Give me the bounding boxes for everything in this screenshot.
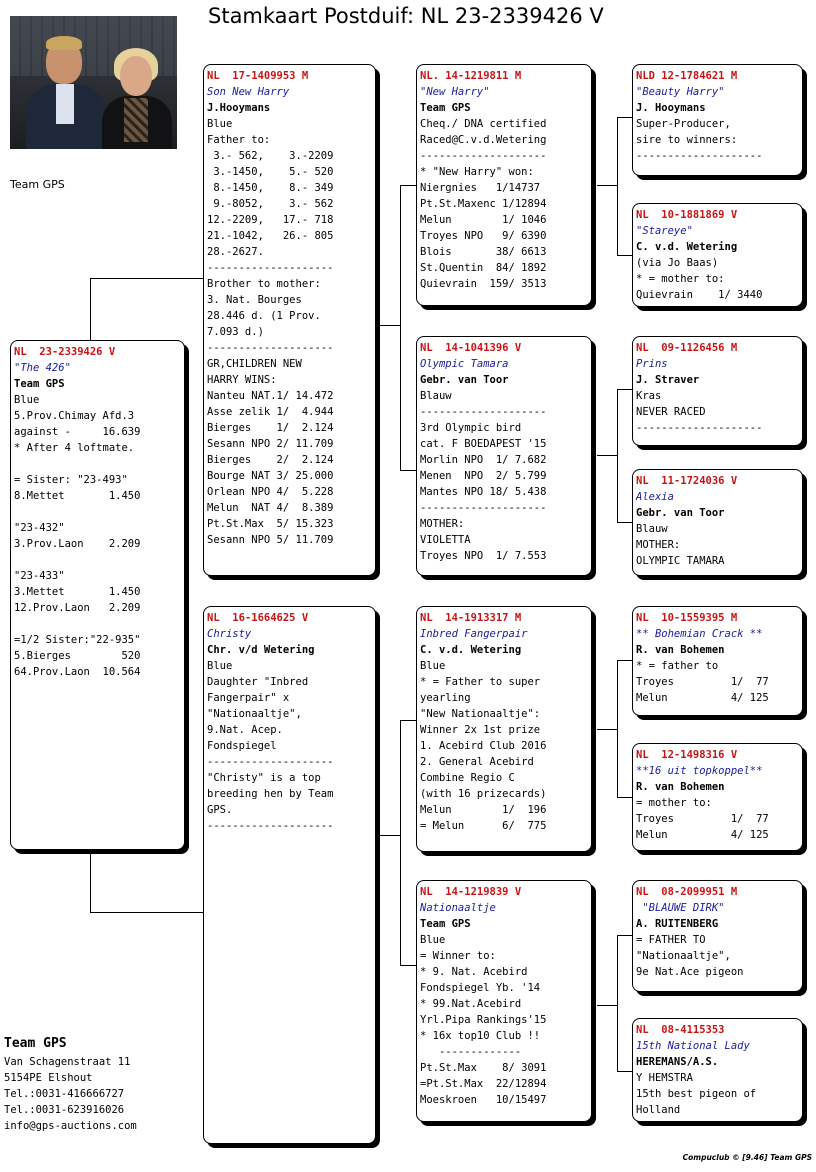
card-line: Pt.St.Maxenc 1/12894 [420,198,547,210]
card-line: (with 16 prizecards) [420,788,547,800]
breeder-name: J. Straver [636,374,700,386]
pedigree-card-father-mother[interactable] [416,336,592,576]
ring-number: NL 08-4115353 [636,1024,725,1036]
pedigree-card-mff[interactable] [632,606,803,716]
pigeon-name: "The 426" [14,362,71,374]
card-line: MOTHER: [420,518,465,530]
card-line: 9.Nat. Acep. [207,724,283,736]
pedigree-card-fmf[interactable] [632,336,803,446]
ring-number: NL 23-2339426 V [14,346,116,358]
card-line: -------------------- [420,502,547,514]
ring-number: NL 10-1881869 V [636,209,738,221]
ring-number: NL 12-1498316 V [636,749,738,761]
pedigree-card-mother-father[interactable] [416,606,592,852]
card-line: * = Father to super [420,676,541,688]
card-line: Fondspiegel [207,740,277,752]
address-line: Tel.:0031-623916026 [4,1104,125,1116]
card-line: Holland [636,1104,681,1116]
card-line: = Sister: "23-493" [14,474,128,486]
connector-line [617,660,633,661]
card-line: yearling [420,692,471,704]
ring-number: NL. 14-1219811 M [420,70,522,82]
pedigree-card-mmf[interactable] [632,880,803,992]
ring-number: NL 09-1126456 M [636,342,738,354]
address-line: Tel.:0031-416666727 [4,1088,125,1100]
card-line: * = mother to: [636,273,725,285]
card-line: Raced@C.v.d.Wetering [420,134,547,146]
card-line [14,552,184,568]
card-line: Niergnies 1/14737 [420,182,541,194]
card-line: Blue [14,394,40,406]
card-line: Morlin NPO 1/ 7.682 [420,454,547,466]
pigeon-name: "New Harry" [420,86,490,98]
card-line: Y HEMSTRA [636,1072,693,1084]
card-line: Melun 1/ 1046 [420,214,547,226]
card-line: "Nationaaltje", [636,950,731,962]
connector-line [90,850,91,912]
card-line: Super-Producer, [636,118,731,130]
card-line: 3.- 562, 3.-2209 [207,150,334,162]
card-line: 5.Prov.Chimay Afd.3 [14,410,135,422]
card-line: Fangerpair" x [207,692,290,704]
pigeon-name: Alexia [636,491,674,503]
card-line: St.Quentin 84/ 1892 [420,262,547,274]
connector-line [400,185,401,470]
connector-line [617,389,618,522]
ring-number: NL 11-1724036 V [636,475,738,487]
pigeon-name: **16 uit topkoppel** [636,765,763,777]
card-line: 28.-2627. [207,246,264,258]
address-name: Team GPS [4,1036,67,1051]
card-line: 15th best pigeon of [636,1088,757,1100]
pigeon-name: Nationaaltje [420,902,496,914]
card-line: Bierges 1/ 2.124 [207,422,334,434]
breeder-name: A. RUITENBERG [636,918,719,930]
breeder-name: Gebr. van Toor [636,507,725,519]
breeder-name: J. Hooymans [636,102,706,114]
card-line: Blue [420,660,446,672]
card-line [14,456,184,472]
card-line: Father to: [207,134,271,146]
card-line: sire to winners: [636,134,738,146]
connector-line [617,522,633,523]
connector-line [400,720,417,721]
card-line: * "New Harry" won: [420,166,534,178]
card-line: Melun 4/ 125 [636,692,769,704]
pigeon-name: ** Bohemian Crack ** [636,628,763,640]
card-line: Blauw [636,523,668,535]
card-line: 2. General Acebird [420,756,534,768]
card-line: VIOLETTA [420,534,471,546]
card-line: = Winner to: [420,950,496,962]
connector-line [617,935,633,936]
card-line: 9e Nat.Ace pigeon [636,966,744,978]
owner-address [4,1034,137,1134]
card-line: 12.-2209, 17.- 718 [207,214,334,226]
card-line: against - 16.639 [14,426,141,438]
address-line: info@gps-auctions.com [4,1120,137,1132]
ring-number: NLD 12-1784621 M [636,70,738,82]
card-line: Kras [636,390,662,402]
card-line: Troyes 1/ 77 [636,676,769,688]
connector-line [617,255,633,256]
card-line: "New Nationaaltje": [420,708,541,720]
card-line: Blue [207,118,233,130]
card-line: GPS. [207,804,233,816]
card-line: -------------------- [207,756,334,768]
connector-line [90,912,204,913]
pedigree-card-father[interactable] [203,64,376,576]
card-line: 28.446 d. (1 Prov. [207,310,321,322]
pigeon-name: "Beauty Harry" [636,86,725,98]
breeder-name: Chr. v/d Wetering [207,644,315,656]
card-line: Sesann NPO 5/ 11.709 [207,534,334,546]
connector-line [400,185,417,186]
card-line: Brother to mother: [207,278,321,290]
card-line: -------------------- [207,820,334,832]
card-line: = Melun 6/ 775 [420,820,547,832]
card-line: * 16x top10 Club !! [420,1030,541,1042]
breeder-name: R. van Bohemen [636,644,725,656]
card-line: Melun 4/ 125 [636,829,769,841]
card-line: Troyes NPO 9/ 6390 [420,230,547,242]
card-line: Bourge NAT 3/ 25.000 [207,470,334,482]
card-line: Blois 38/ 6613 [420,246,547,258]
card-line: Asse zelik 1/ 4.944 [207,406,334,418]
card-line: =Pt.St.Max 22/12894 [420,1078,547,1090]
card-line: (via Jo Baas) [636,257,719,269]
card-line: -------------------- [636,422,763,434]
photo-label: Team GPS [10,178,65,191]
ring-number: NL 14-1219839 V [420,886,522,898]
card-line: -------------------- [636,150,763,162]
card-line: 5.Bierges 520 [14,650,141,662]
card-line: Blue [207,660,233,672]
card-line: Blue [420,934,446,946]
card-line: 8.-1450, 8.- 349 [207,182,334,194]
card-line: "Christy" is a top [207,772,321,784]
card-line: NEVER RACED [636,406,706,418]
connector-line [617,1071,633,1072]
breeder-name: Team GPS [420,102,471,114]
ring-number: NL 10-1559395 M [636,612,738,624]
connector-line [597,1005,617,1006]
card-line: Nanteu NAT.1/ 14.472 [207,390,334,402]
card-line: MOTHER: [636,539,681,551]
card-line: Fondspiegel Yb. '14 [420,982,541,994]
card-line: Pt.St.Max 8/ 3091 [420,1062,547,1074]
breeder-name: Team GPS [420,918,471,930]
card-line: Troyes 1/ 77 [636,813,769,825]
connector-line [597,729,617,730]
owner-photo [10,16,177,149]
card-line: 3. Nat. Bourges [207,294,302,306]
page-title: Stamkaart Postduif: NL 23-2339426 V [208,4,604,28]
card-line: "23-433" [14,570,65,582]
pigeon-name: "BLAUWE DIRK" [636,902,725,914]
card-line: GR,CHILDREN NEW [207,358,302,370]
card-line: Combine Regio C [420,772,515,784]
breeder-name: J.Hooymans [207,102,271,114]
pigeon-name: Prins [636,358,668,370]
connector-line [617,389,633,390]
card-line: ------------- [420,1046,522,1058]
pedigree-card-mother[interactable] [203,606,376,1144]
footer-credit: Compuclub © [9.46] Team GPS [682,1153,812,1162]
pedigree-card-mother-mother[interactable] [416,880,592,1122]
ring-number: NL 14-1913317 M [420,612,522,624]
connector-line [90,278,91,340]
pigeon-name: Olympic Tamara [420,358,509,370]
card-line: Troyes NPO 1/ 7.553 [420,550,547,562]
pedigree-card-fmm[interactable] [632,469,803,576]
breeder-name: C. v.d. Wetering [636,241,738,253]
card-line: Mantes NPO 18/ 5.438 [420,486,547,498]
pedigree-card-mfm[interactable] [632,743,803,851]
pigeon-name: Son New Harry [207,86,290,98]
pigeon-name: 15th National Lady [636,1040,750,1052]
card-line: OLYMPIC TAMARA [636,555,725,567]
connector-line [597,185,617,186]
card-line: -------------------- [420,406,547,418]
card-line: = mother to: [636,797,712,809]
pigeon-name: Christy [207,628,252,640]
breeder-name: Gebr. van Toor [420,374,509,386]
card-line: 1. Acebird Club 2016 [420,740,547,752]
card-line: Orlean NPO 4/ 5.228 [207,486,334,498]
ring-number: NL 08-2099951 M [636,886,738,898]
card-line: breeding hen by Team [207,788,334,800]
ring-number: NL 14-1041396 V [420,342,522,354]
card-line: Sesann NPO 2/ 11.709 [207,438,334,450]
connector-line [617,117,633,118]
card-line: Melun NAT 4/ 8.389 [207,502,334,514]
card-line [14,616,184,632]
card-line: -------------------- [420,150,547,162]
card-line: 7.093 d.) [207,326,264,338]
breeder-name: R. van Bohemen [636,781,725,793]
card-line: 21.-1042, 26.- 805 [207,230,334,242]
pedigree-card-ffm[interactable] [632,203,803,307]
ring-number: NL 16-1664625 V [207,612,309,624]
card-line: Menen NPO 2/ 5.799 [420,470,547,482]
card-line: 3.Prov.Laon 2.209 [14,538,141,550]
card-line: 8.Mettet 1.450 [14,490,141,502]
card-line: * = father to [636,660,719,672]
card-line: Melun 1/ 196 [420,804,547,816]
card-line: 3rd Olympic bird [420,422,522,434]
card-line: "23-432" [14,522,65,534]
connector-line [90,278,204,279]
card-line: "Nationaaltje", [207,708,302,720]
connector-line [380,325,400,326]
connector-line [597,455,617,456]
card-line: Bierges 2/ 2.124 [207,454,334,466]
card-line: 9.-8052, 3.- 562 [207,198,334,210]
connector-line [617,935,618,1071]
breeder-name: C. v.d. Wetering [420,644,522,656]
connector-line [617,797,633,798]
card-line: 3.Mettet 1.450 [14,586,141,598]
pedigree-card-fff[interactable] [632,64,803,176]
breeder-name: Team GPS [14,378,65,390]
card-line: 64.Prov.Laon 10.564 [14,666,141,678]
card-line: 3.-1450, 5.- 520 [207,166,334,178]
card-line: * After 4 loftmate. [14,442,135,454]
card-line: Cheq./ DNA certified [420,118,547,130]
pedigree-card-father-father[interactable] [416,64,592,306]
connector-line [400,470,417,471]
connector-line [617,660,618,797]
address-line: 5154PE Elshout [4,1072,93,1084]
card-line: = FATHER TO [636,934,706,946]
card-line: -------------------- [207,262,334,274]
connector-line [400,720,401,965]
card-line: Blauw [420,390,452,402]
card-line: cat. F BOEDAPEST '15 [420,438,547,450]
card-line: Quievrain 1/ 3440 [636,289,763,301]
card-line: Daughter "Inbred [207,676,309,688]
address-line: Van Schagenstraat 11 [4,1056,131,1068]
card-line: 12.Prov.Laon 2.209 [14,602,141,614]
connector-line [380,835,400,836]
pigeon-name: "Stareye" [636,225,693,237]
pigeon-name: Inbred Fangerpair [420,628,528,640]
card-line: * 9. Nat. Acebird [420,966,528,978]
connector-line [400,965,417,966]
card-line: Winner 2x 1st prize [420,724,541,736]
card-line: Moeskroen 10/15497 [420,1094,547,1106]
card-line: * 99.Nat.Acebird [420,998,522,1010]
card-line: Quievrain 159/ 3513 [420,278,547,290]
card-line: -------------------- [207,342,334,354]
card-line: HARRY WINS: [207,374,277,386]
card-line: Pt.St.Max 5/ 15.323 [207,518,334,530]
card-line [14,504,184,520]
connector-line [617,117,618,255]
pedigree-card-subject[interactable] [10,340,185,850]
card-line: =1/2 Sister:"22-935" [14,634,141,646]
ring-number: NL 17-1409953 M [207,70,309,82]
breeder-name: HEREMANS/A.S. [636,1056,719,1068]
card-line: Yrl.Pipa Rankings'15 [420,1014,547,1026]
pedigree-card-mmm[interactable] [632,1018,803,1122]
